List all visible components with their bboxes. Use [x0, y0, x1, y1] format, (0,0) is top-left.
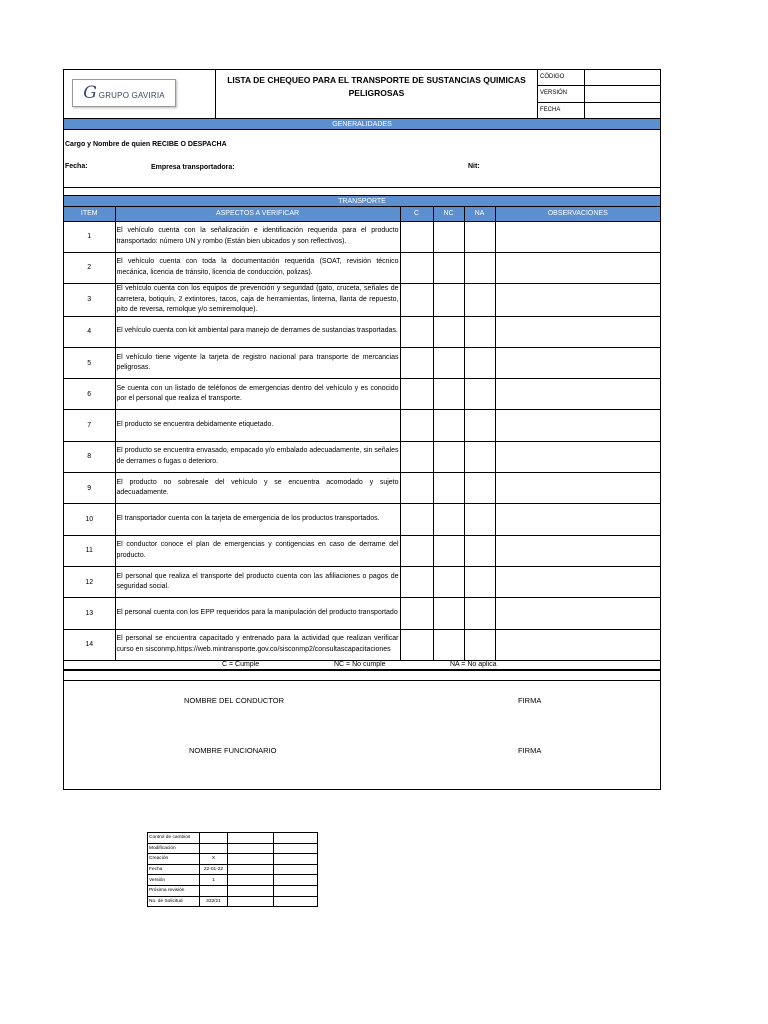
- control-empty-cell: [274, 864, 318, 875]
- company-logo: [72, 79, 176, 107]
- meta-value: [585, 103, 660, 118]
- checklist-table: [64, 207, 660, 661]
- check-c-cell[interactable]: [400, 598, 433, 629]
- check-nc-cell[interactable]: [433, 316, 464, 347]
- item-aspect: El transportador cuenta con la tarjeta de emergencia de los productos transportados.: [115, 504, 400, 535]
- check-c-cell[interactable]: [400, 504, 433, 535]
- meta-label: FECHA: [538, 103, 585, 118]
- control-empty-cell: [228, 843, 274, 854]
- change-control-row: [148, 864, 318, 875]
- check-c-cell[interactable]: [400, 473, 433, 504]
- control-label: Próxima revisión: [148, 885, 200, 896]
- check-c-cell[interactable]: [400, 379, 433, 410]
- item-aspect: Se cuenta con un listado de teléfonos de emergencias dentro del vehículo y es conocido por el personal que realiza el transporte.: [115, 379, 400, 410]
- item-aspect: El vehículo cuenta con toda la documentación requerida (SOAT, revisión técnico mecánica, licencia de tránsito, licencia de conducción, polizas).: [115, 252, 400, 283]
- document-meta: [538, 70, 660, 118]
- meta-value: [585, 86, 660, 101]
- check-nc-cell[interactable]: [433, 535, 464, 566]
- check-c-cell[interactable]: [400, 347, 433, 378]
- logo-g-icon: G: [83, 83, 97, 103]
- observaciones-cell[interactable]: [495, 347, 660, 378]
- control-label: Versión: [148, 875, 200, 886]
- item-number: 1: [64, 221, 115, 252]
- item-aspect: El vehículo tiene vigente la tarjeta de registro nacional para transporte de mercancias peligrosas.: [115, 347, 400, 378]
- check-na-cell[interactable]: [464, 598, 495, 629]
- control-label: Modificación: [148, 843, 200, 854]
- control-value: [200, 833, 228, 844]
- check-nc-cell[interactable]: [433, 598, 464, 629]
- item-number: 14: [64, 629, 115, 660]
- control-empty-cell: [228, 864, 274, 875]
- check-nc-cell[interactable]: [433, 504, 464, 535]
- item-number: 11: [64, 535, 115, 566]
- meta-row-version: [538, 86, 660, 102]
- check-c-cell[interactable]: [400, 441, 433, 472]
- table-row: [64, 379, 660, 410]
- section-band-transporte: TRANSPORTE: [64, 196, 660, 207]
- check-c-cell[interactable]: [400, 221, 433, 252]
- check-c-cell[interactable]: [400, 252, 433, 283]
- check-c-cell[interactable]: [400, 535, 433, 566]
- check-na-cell[interactable]: [464, 441, 495, 472]
- check-nc-cell[interactable]: [433, 252, 464, 283]
- observaciones-cell[interactable]: [495, 535, 660, 566]
- control-empty-cell: [228, 854, 274, 865]
- change-control-row: [148, 854, 318, 865]
- item-aspect: El producto no sobresale del vehículo y se encuentra acomodado y sujeto adecuadamente.: [115, 473, 400, 504]
- check-nc-cell[interactable]: [433, 441, 464, 472]
- control-empty-cell: [274, 854, 318, 865]
- meta-row-codigo: [538, 70, 660, 86]
- change-control-row: [148, 896, 318, 907]
- conductor-signature-label: FIRMA: [518, 695, 542, 705]
- item-number: 3: [64, 284, 115, 317]
- form-title: [216, 70, 538, 118]
- control-label: No. de Solicitud: [148, 896, 200, 907]
- title-line-2: PELIGROSAS: [348, 88, 405, 98]
- title-line-1: LISTA DE CHEQUEO PARA EL TRANSPORTE DE SUSTANCIAS QUIMICAS: [227, 75, 526, 85]
- item-number: 2: [64, 252, 115, 283]
- change-control-row: [148, 843, 318, 854]
- general-info: [64, 130, 660, 188]
- table-row: [64, 316, 660, 347]
- observaciones-cell[interactable]: [495, 379, 660, 410]
- signature-section: [64, 681, 660, 789]
- check-c-cell[interactable]: [400, 316, 433, 347]
- legend-nc: NC = No cumple: [334, 660, 386, 668]
- control-value: X: [200, 854, 228, 865]
- check-c-cell[interactable]: [400, 410, 433, 441]
- table-row: [64, 629, 660, 660]
- change-control-row: [148, 833, 318, 844]
- change-control-body: [148, 833, 318, 907]
- check-na-cell[interactable]: [464, 221, 495, 252]
- form-header: [64, 70, 660, 119]
- item-number: 12: [64, 566, 115, 597]
- legend-na: NA = No aplica: [450, 660, 497, 668]
- control-empty-cell: [228, 885, 274, 896]
- control-label: Creación: [148, 854, 200, 865]
- control-empty-cell: [274, 843, 318, 854]
- check-na-cell[interactable]: [464, 535, 495, 566]
- observaciones-cell[interactable]: [495, 629, 660, 660]
- item-number: 5: [64, 347, 115, 378]
- check-nc-cell[interactable]: [433, 473, 464, 504]
- item-aspect: El personal que realiza el transporte del producto cuenta con las afiliaciones o pagos de seguridad social.: [115, 566, 400, 597]
- check-na-cell[interactable]: [464, 629, 495, 660]
- col-header-na: NA: [464, 207, 495, 221]
- legend-c: C = Cumple: [222, 660, 260, 668]
- funcionario-signature-label: FIRMA: [518, 745, 542, 755]
- table-row: [64, 252, 660, 283]
- control-empty-cell: [228, 833, 274, 844]
- table-row: [64, 504, 660, 535]
- meta-value: [585, 70, 660, 85]
- item-aspect: El conductor conoce el plan de emergencias y contigencias en caso de derrame del producto.: [115, 535, 400, 566]
- check-nc-cell[interactable]: [433, 566, 464, 597]
- meta-label: CÓDIGO: [538, 70, 585, 85]
- observaciones-cell[interactable]: [495, 473, 660, 504]
- checklist-form: [63, 69, 661, 790]
- table-row: [64, 598, 660, 629]
- check-c-cell[interactable]: [400, 629, 433, 660]
- spacer-row: [64, 671, 660, 681]
- control-empty-cell: [228, 896, 274, 907]
- spacer-row: [64, 188, 660, 196]
- item-number: 13: [64, 598, 115, 629]
- item-number: 6: [64, 379, 115, 410]
- table-row: [64, 221, 660, 252]
- observaciones-cell[interactable]: [495, 252, 660, 283]
- control-value: 1: [200, 875, 228, 886]
- change-control-table: [147, 832, 318, 907]
- conductor-name-label: NOMBRE DEL CONDUCTOR: [184, 695, 285, 705]
- observaciones-cell[interactable]: [495, 504, 660, 535]
- check-na-cell[interactable]: [464, 504, 495, 535]
- control-value: [200, 885, 228, 896]
- observaciones-cell[interactable]: [495, 566, 660, 597]
- item-aspect: El producto se encuentra envasado, empacado y/o embalado adecuadamente, sin señales de derrames o fugas o deterioro.: [115, 441, 400, 472]
- control-value: 22-01-22: [200, 864, 228, 875]
- check-na-cell[interactable]: [464, 410, 495, 441]
- cargo-label: Cargo y Nombre de quien RECIBE O DESPACHA: [65, 141, 227, 148]
- change-control-row: [148, 875, 318, 886]
- meta-row-fecha: [538, 103, 660, 118]
- control-empty-cell: [274, 896, 318, 907]
- observaciones-cell[interactable]: [495, 598, 660, 629]
- legend-row: [64, 661, 660, 671]
- table-row: [64, 566, 660, 597]
- check-nc-cell[interactable]: [433, 284, 464, 317]
- control-empty-cell: [228, 875, 274, 886]
- observaciones-cell[interactable]: [495, 410, 660, 441]
- col-header-observaciones: OBSERVACIONES: [495, 207, 660, 221]
- control-empty-cell: [274, 875, 318, 886]
- check-nc-cell[interactable]: [433, 410, 464, 441]
- table-row: [64, 441, 660, 472]
- item-aspect: El personal cuenta con los EPP requeridos para la manipulación del producto transportado: [115, 598, 400, 629]
- control-value: 332/21: [200, 896, 228, 907]
- control-label: Fecha: [148, 864, 200, 875]
- item-aspect: El vehículo cuenta con los equipos de prevención y seguridad (gato, cruceta, señales de carretera, botiquín, 2 extintores, tacos, caja de herramientas, linterna, llanta de repuesto, pito de reversa, remolque y/o semiremolque).: [115, 284, 400, 317]
- observaciones-cell[interactable]: [495, 221, 660, 252]
- item-number: 9: [64, 473, 115, 504]
- check-na-cell[interactable]: [464, 473, 495, 504]
- table-row: [64, 473, 660, 504]
- check-na-cell[interactable]: [464, 316, 495, 347]
- control-label: Control de cambios: [148, 833, 200, 844]
- observaciones-cell[interactable]: [495, 316, 660, 347]
- check-na-cell[interactable]: [464, 379, 495, 410]
- check-nc-cell[interactable]: [433, 347, 464, 378]
- item-number: 4: [64, 316, 115, 347]
- control-empty-cell: [274, 833, 318, 844]
- meta-label: VERSIÓN: [538, 86, 585, 101]
- check-na-cell[interactable]: [464, 252, 495, 283]
- change-control-row: [148, 885, 318, 896]
- item-aspect: El vehículo cuenta con kit ambiental para manejo de derrames de sustancias trasportadas.: [115, 316, 400, 347]
- logo-text: GRUPO GAVIRIA: [98, 90, 165, 100]
- check-nc-cell[interactable]: [433, 379, 464, 410]
- col-header-nc: NC: [433, 207, 464, 221]
- table-header-row: [64, 207, 660, 221]
- col-header-c: C: [400, 207, 433, 221]
- item-aspect: El producto se encuentra debidamente etiquetado.: [115, 410, 400, 441]
- table-row: [64, 535, 660, 566]
- check-na-cell[interactable]: [464, 347, 495, 378]
- control-empty-cell: [274, 885, 318, 896]
- item-number: 8: [64, 441, 115, 472]
- col-header-aspectos: ASPECTOS A VERIFICAR: [115, 207, 400, 221]
- table-row: [64, 284, 660, 317]
- observaciones-cell[interactable]: [495, 441, 660, 472]
- control-value: [200, 843, 228, 854]
- table-row: [64, 347, 660, 378]
- item-number: 10: [64, 504, 115, 535]
- check-na-cell[interactable]: [464, 566, 495, 597]
- table-row: [64, 410, 660, 441]
- item-number: 7: [64, 410, 115, 441]
- check-nc-cell[interactable]: [433, 629, 464, 660]
- check-na-cell[interactable]: [464, 284, 495, 317]
- check-nc-cell[interactable]: [433, 221, 464, 252]
- item-aspect: El personal se encuentra capacitado y entrenado para la actividad que realizan verificar curso en sisconmp,https://web.mintransporte.gov.co/sisconmp2/consultascapacitaciones: [115, 629, 400, 660]
- section-band-generalidades: GENERALIDADES: [64, 119, 660, 130]
- item-aspect: El vehículo cuenta con la señalización e identificación requerida para el producto transportado: número UN y rombo (Están bien ubicados y son reflectivos).: [115, 221, 400, 252]
- check-c-cell[interactable]: [400, 566, 433, 597]
- nit-label: Nit:: [468, 163, 480, 170]
- empresa-label: Empresa transportadora:: [151, 164, 235, 171]
- checklist-body: [64, 221, 660, 660]
- check-c-cell[interactable]: [400, 284, 433, 317]
- fecha-label: Fecha:: [65, 163, 88, 170]
- observaciones-cell[interactable]: [495, 284, 660, 317]
- col-header-item: ITEM: [64, 207, 115, 221]
- logo-cell: [64, 70, 216, 118]
- funcionario-name-label: NOMBRE FUNCIONARIO: [189, 745, 277, 755]
